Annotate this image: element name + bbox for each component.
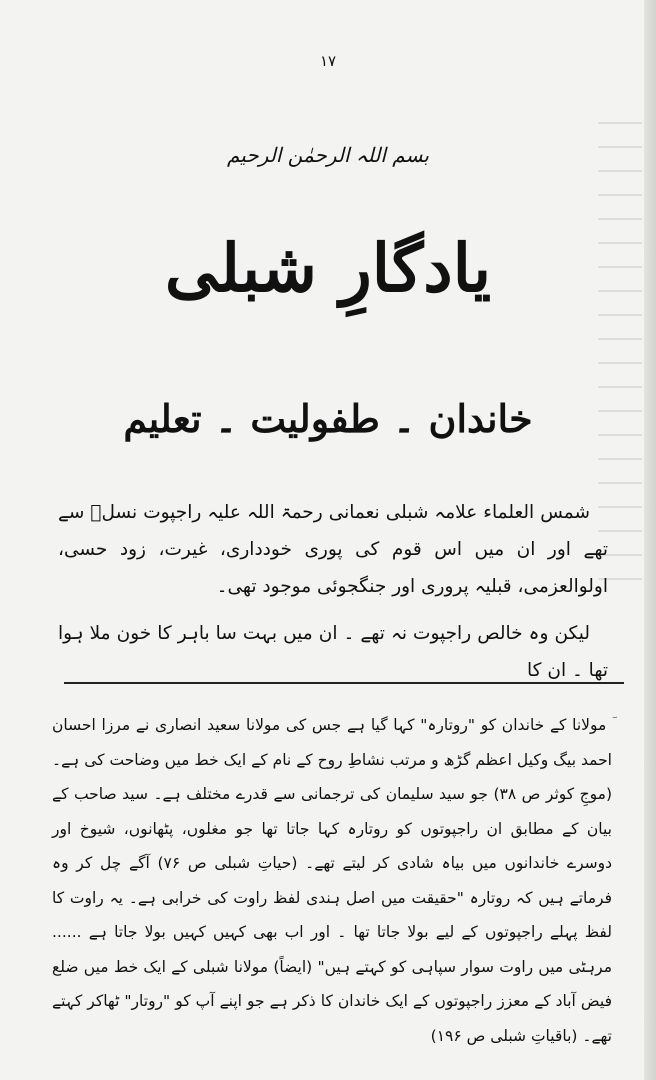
page-number: ۱۷	[319, 52, 337, 70]
book-title: یادگارِ شبلی	[164, 229, 492, 307]
chapter-title: خاندان ۔ طفولیت ۔ تعلیم	[123, 396, 533, 441]
footnote	[52, 708, 612, 1053]
body-paragraph-2: لیکن وہ خالص راجپوت نہ تھے ۔ ان میں بہت سا باہر کا خون ملا ہوا تھا ۔ ان کا	[58, 623, 608, 681]
body-text	[58, 494, 608, 699]
footnote-text: ؔ مولانا کے خاندان کو "روتارہ" کہا گیا ہے جس کی مولانا سعید انصاری نے مرزا احسان احمد بیگ وکیل اعظم گڑھ و مرتب نشاطِ روح کے نام کے ایک خط میں وضاحت کی ہے۔ (موجِ کوثر ص ۳۸) جو سید سلیمان کی ترجمانی سے قدرے مختلف ہے۔ سید صاحب کے بیان کے مطابق ان راجپوتوں کو روتارہ کہا جاتا تھا جو مغلوں، پٹھانوں، شیوخ اور دوسرے خاندانوں میں بیاہ شادی کر لیتے تھے۔ (حیاتِ شبلی ص ۷۶) آگے چل کر وہ فرماتے ہیں کہ روتارہ "حقیقت میں اصل ہندی لفظ راوت کی خرابی ہے۔ یہ راوت کا لفظ پہلے راجپوتوں کے لیے بولا جاتا تھا ۔ اور اب بھی کہیں کہیں بولا جاتا ہے ...... مرہٹی میں راوت سوار سپاہی کو کہتے ہیں" (ایضاً) مولانا شبلی کے ایک خط میں ضلع فیض آباد کے معزز راجپوتوں کے ایک خاندان کا ذکر ہے جو اپنے آپ کو "روتار" ٹھاکر کہتے تھے۔ (باقیاتِ شبلی ص ۱۹۶)	[52, 716, 613, 1045]
footnote-divider	[64, 682, 624, 684]
body-paragraph-1: شمس العلماء علامہ شبلی نعمانی رحمۃ اللہ علیہ راجپوت نسلؔ سے تھے اور ان میں اس قوم کی پوری خودداری، غیرت، زود حسی، اولوالعزمی، قبلیہ پروری اور جنگجوئی موجود تھی۔	[58, 502, 608, 597]
bismillah: بسم اللہ الرحمٰن الرحیم	[226, 143, 429, 167]
